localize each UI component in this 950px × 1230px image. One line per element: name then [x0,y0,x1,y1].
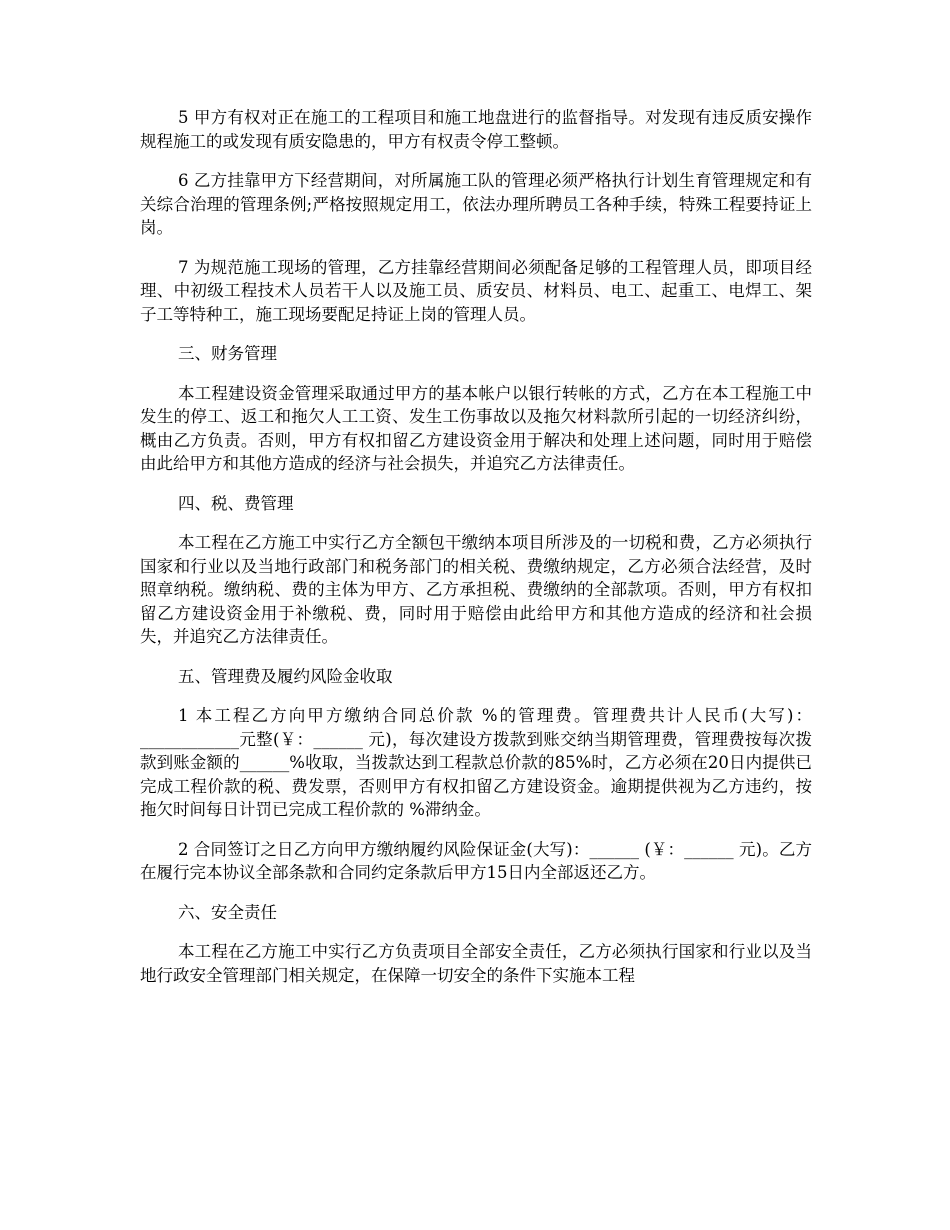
document-body [140,106,812,1003]
clause-6-paragraph: 6 乙方挂靠甲方下经营期间，对所属施工队的管理必须严格执行计划生育管理规定和有关综合治理的管理条例;严格按照规定用工，依法办理所聘员工各种手续，特殊工程要持证上岗。 [140,171,812,237]
clause-5-paragraph: 5 甲方有权对正在施工的工程项目和施工地盘进行的监督指导。对发现有违反质安操作规程施工的或发现有质安隐患的，甲方有权责令停工整顿。 [140,108,812,151]
safety-paragraph: 本工程在乙方施工中实行乙方负责项目全部安全责任，乙方必须执行国家和行业以及当地行政安全管理部门相关规定，在保障一切安全的条件下实施本工程 [140,942,812,985]
management-fee-clause-2: 2 合同签订之日乙方向甲方缴纳履约风险保证金(大写)：______ (￥：______ 元)。乙方在履行完本协议全部条款和合同约定条款后甲方15日内全部返还乙方。 [140,839,812,882]
finance-paragraph: 本工程建设资金管理采取通过甲方的基本帐户以银行转帐的方式，乙方在本工程施工中发生的停工、返工和拖欠人工工资、发生工伤事故以及拖欠材料款所引起的一切经济纠纷，概由乙方负责。否则，甲方有权扣留乙方建设资金用于解决和处理上述问题，同时用于赔偿由此给甲方和其他方造成的经济与社会损失，并追究乙方法律责任。 [140,383,812,473]
tax-paragraph: 本工程在乙方施工中实行乙方全额包干缴纳本项目所涉及的一切税和费，乙方必须执行国家和行业以及当地行政部门和税务部门的相关税、费缴纳规定，乙方必须合法经营，及时照章纳税。缴纳税、费的主体为甲方、乙方承担税、费缴纳的全部款项。否则，甲方有权扣留乙方建设资金用于补缴税、费，同时用于赔偿由此给甲方和其他方造成的经济和社会损失，并追究乙方法律责任。 [140,533,812,646]
section-heading-safety: 六、安全责任 [177,902,277,922]
section-heading-tax: 四、税、费管理 [177,493,294,513]
section-heading-finance: 三、财务管理 [177,344,277,363]
section-heading-management-fee: 五、管理费及履约风险金收取 [177,666,393,686]
management-fee-clause-1: 1 本工程乙方向甲方缴纳合同总价款 %的管理费。管理费共计人民币(大写)：____________元整(￥：______ 元)，每次建设方拨款到账交纳当期管理费，管理费按每次拨款到账金额的______%收取，当拨款达到工程款总价款的85%时，乙方必须在20日内提供已完成工程价款的税、费发票，否则甲方有权扣留乙方建设资金。逾期提供视为乙方违约，按拖欠时间每日计罚已完成工程价款的 %滞纳金。 [140,706,812,819]
clause-7-paragraph: 7 为规范施工现场的管理，乙方挂靠经营期间必须配备足够的工程管理人员，即项目经理、中初级工程技术人员若干人以及施工员、质安员、材料员、电工、起重工、电焊工、架子工等特种工，施工现场要配足持证上岗的管理人员。 [140,257,812,324]
